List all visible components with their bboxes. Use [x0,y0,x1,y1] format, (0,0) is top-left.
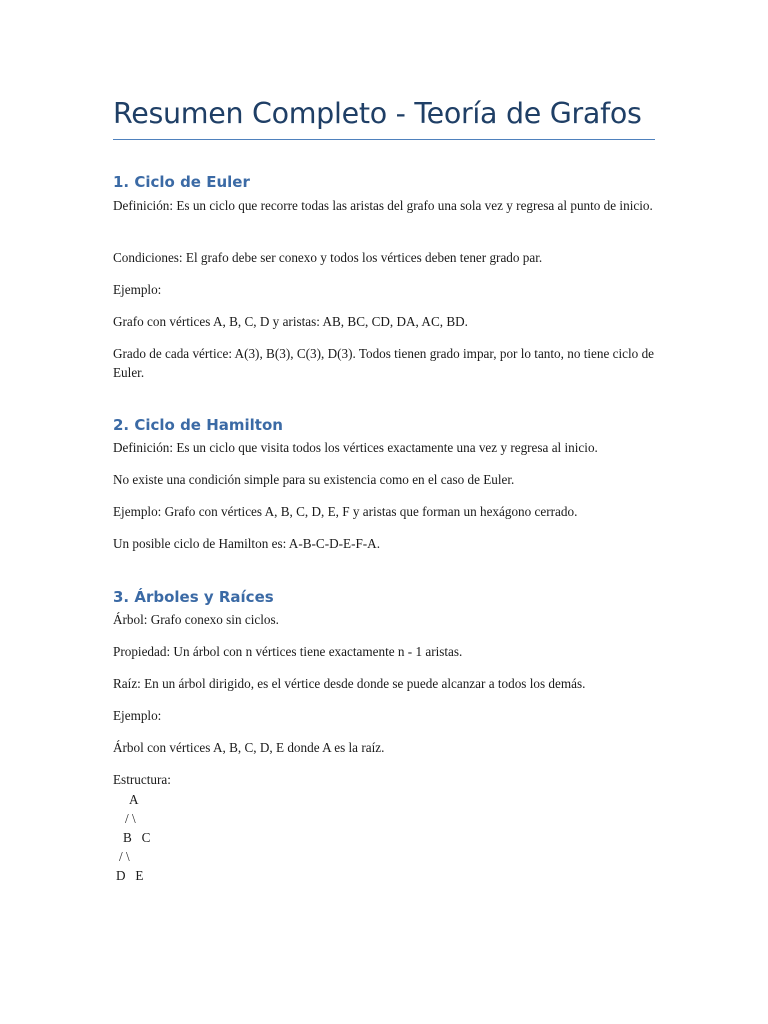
euler-conditions: Condiciones: El grafo debe ser conexo y todos los vértices deben tener grado par. [113,250,543,265]
tree-nodes-b-c: B C [123,830,151,845]
arbol-property: Propiedad: Un árbol con n vértices tiene exactamente n - 1 aristas. [113,644,463,659]
title-underline [113,139,655,140]
hamilton-definition: Definición: Es un ciclo que visita todos los vértices exactamente una vez y regresa al inicio. [113,440,598,455]
section-heading-hamilton: 2. Ciclo de Hamilton [113,416,283,434]
document-title: Resumen Completo - Teoría de Grafos [113,97,642,130]
arbol-root-definition: Raíz: En un árbol dirigido, es el vértice desde donde se puede alcanzar a todos los demás. [113,676,586,691]
hamilton-condition-note: No existe una condición simple para su existencia como en el caso de Euler. [113,472,515,487]
tree-edge-b: / \ [119,849,130,864]
euler-definition: Definición: Es un ciclo que recorre todas las aristas del grafo una sola vez y regresa al punto de inicio. [113,198,653,213]
arbol-structure-label: Estructura: [113,772,171,787]
arbol-definition: Árbol: Grafo conexo sin ciclos. [113,612,279,627]
tree-node-a: A [129,792,139,807]
section-heading-euler: 1. Ciclo de Euler [113,173,250,191]
euler-example-degrees: Grado de cada vértice: A(3), B(3), C(3), D(3). Todos tienen grado impar, por lo tanto, no tiene ciclo de Euler. [113,346,655,380]
euler-example-graph: Grafo con vértices A, B, C, D y aristas: AB, BC, CD, DA, AC, BD. [113,314,468,329]
hamilton-cycle: Un posible ciclo de Hamilton es: A-B-C-D-E-F-A. [113,536,381,551]
arbol-example-label: Ejemplo: [113,708,162,723]
arbol-example-text: Árbol con vértices A, B, C, D, E donde A es la raíz. [113,740,385,755]
section-heading-arboles: 3. Árboles y Raíces [113,588,274,606]
tree-edge-a: / \ [125,811,136,826]
hamilton-example: Ejemplo: Grafo con vértices A, B, C, D, E, F y aristas que forman un hexágono cerrado. [113,504,578,519]
euler-example-label: Ejemplo: [113,282,162,297]
tree-nodes-d-e: D E [116,868,144,883]
